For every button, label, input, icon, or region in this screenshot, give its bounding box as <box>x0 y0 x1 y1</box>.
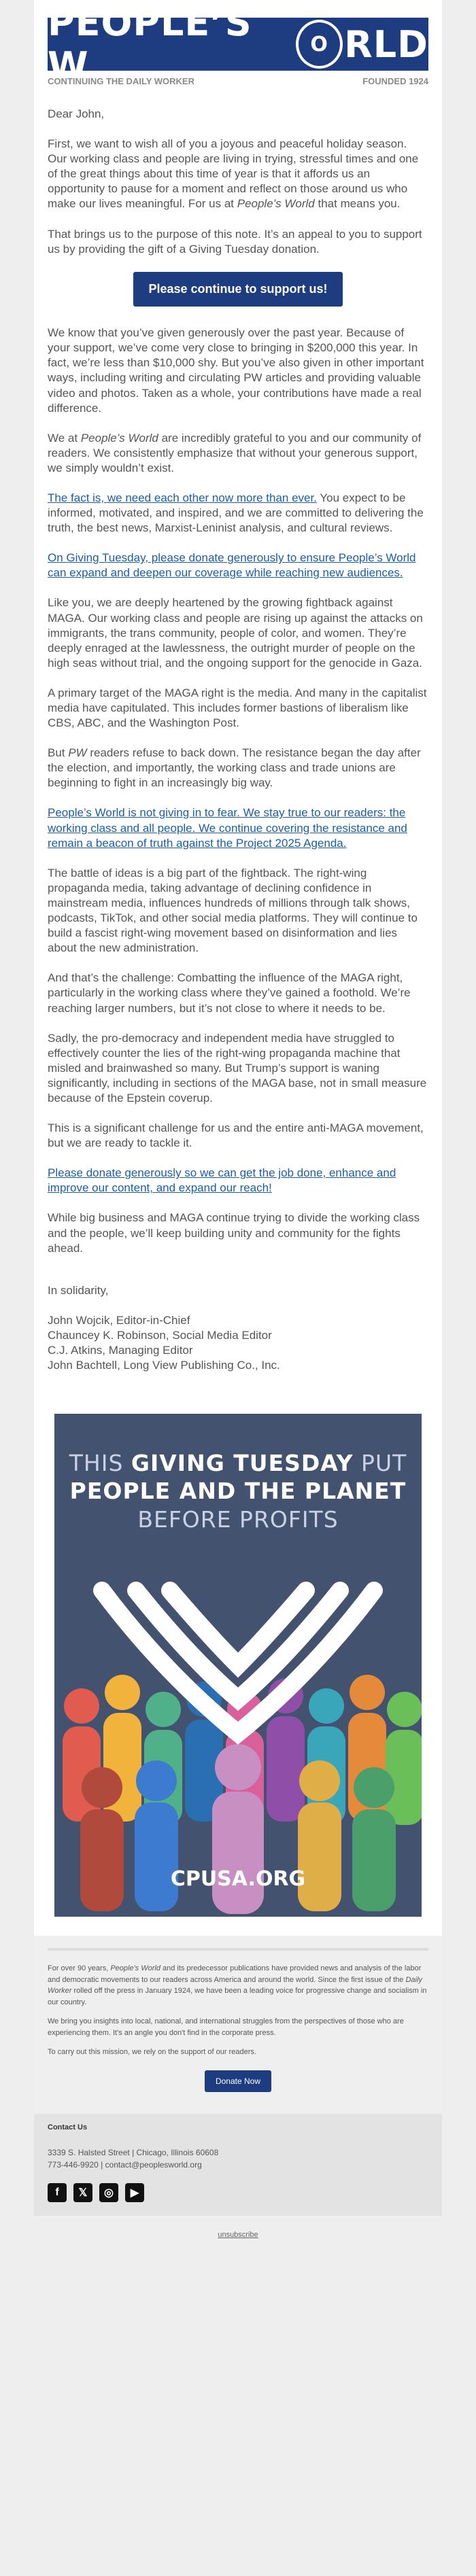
footer-about-text-3: rolled off the press in January 1924, we have been a leading voice for progressive change and socialism in our country. <box>48 1987 427 2006</box>
paragraph-8: A primary target of the MAGA right is the media. And many in the capitalist media have capitulated. This includes former bastions of liberalism like CBS, ABC, and the Washington Post. <box>48 686 427 730</box>
tagline-right: FOUNDED 1924 <box>362 76 428 86</box>
signature-2: Chauncey K. Robinson, Social Media Editor <box>48 1328 272 1342</box>
p4-text: We at <box>48 431 81 445</box>
globe-icon <box>296 20 343 69</box>
masthead-text-left: PEOPLE’S W <box>48 1 252 87</box>
paragraph-16: While big business and MAGA continue trying to divide the working class and the people, we’ll keep building unity and community for the fights ahead. <box>48 1211 420 1255</box>
paragraph-13: Sadly, the pro-democracy and independent media have struggled to effectively counter the lies of the right-wing propaganda machine that misled and brainwashed so many. But Trump’s support is waning significantly, including in sections of the MAGA base, not in small measure because of the Epstein coverup. <box>48 1031 427 1104</box>
footer-about-text-2: and its predecessor publications have provided news and analysis of the labor and democratic movements to our readers across America and around the world. Since the first issue of the <box>48 1964 422 1984</box>
greeting: Dear John, <box>48 107 105 120</box>
closing: In solidarity, <box>48 1283 109 1297</box>
paragraph-1 <box>48 137 428 211</box>
contact-address: 3339 S. Halsted Street | Chicago, Illinois 60608 <box>48 2147 219 2157</box>
tagline-left: CONTINUING THE DAILY WORKER <box>48 76 194 86</box>
unsubscribe-link[interactable]: unsubscribe <box>218 2230 258 2239</box>
youtube-icon[interactable]: ▶ <box>125 2183 144 2202</box>
footer-mission: To carry out this mission, we rely on the support of our readers. <box>48 2048 256 2057</box>
donate-link-4[interactable]: Please donate generously so we can get the job done, enhance and improve our content, and expand our reach! <box>48 1166 396 1195</box>
paragraph-15 <box>48 1166 428 1196</box>
x-icon[interactable]: 𝕏 <box>73 2183 92 2202</box>
promo-line-1c: PUT <box>353 1450 407 1477</box>
contact-section <box>34 2114 442 2216</box>
instagram-icon[interactable]: ◎ <box>99 2183 118 2202</box>
email-page <box>34 0 442 2216</box>
paragraph-10 <box>48 805 428 850</box>
unsubscribe-area <box>0 2216 476 2252</box>
donate-wrap <box>48 2070 428 2092</box>
promo-headline <box>54 1414 422 1533</box>
letter-body <box>34 96 442 1373</box>
header <box>34 0 442 96</box>
signature-block <box>48 1283 428 1373</box>
signature-4: John Bachtell, Long View Publishing Co., Inc. <box>48 1359 280 1372</box>
crowd-illustration <box>54 1563 422 1917</box>
footer-about-em-2: Daily Worker <box>48 1975 422 1996</box>
p4-em: People’s World <box>80 431 158 445</box>
contact-title: Contact Us <box>48 2123 88 2131</box>
cta-wrap <box>48 272 428 307</box>
p4-text-end: are incredibly grateful to you and our community of readers. We consistently emphasize that without your generous support, we simply wouldn’t exist. <box>48 431 422 474</box>
paragraph-2: That brings us to the purpose of this note. It’s an appeal to you to support us by providing the gift of a Giving Tuesday donation. <box>48 227 422 256</box>
p9-text: But <box>48 746 69 760</box>
promo-line-2: PEOPLE AND THE PLANET <box>69 1478 407 1505</box>
paragraph-5 <box>48 491 428 536</box>
footer-insights: We bring you insights into local, national, and international struggles from the perspectives of those who are experiencing them. It's an angle you don't find in the corporate press. <box>48 2017 404 2037</box>
paragraph-7: Like you, we are deeply heartened by the growing fightback against MAGA. Our working class and people are rising up against the attacks on immigrants, the trans community, people of color, and women. They’re deeply enraged at the lawlessness, the outright murder of people on the high seas without trial, and the ongoing support for the genocide in Gaza. <box>48 596 423 669</box>
paragraph-6 <box>48 551 428 580</box>
signature-3: C.J. Atkins, Managing Editor <box>48 1344 193 1357</box>
promo-line-1a: THIS <box>69 1450 131 1477</box>
masthead-text-right: RLD <box>344 22 428 66</box>
promo-line-1b: GIVING TUESDAY <box>131 1450 354 1477</box>
support-button[interactable]: Please continue to support us! <box>133 272 342 307</box>
donate-now-button[interactable]: Donate Now <box>205 2070 271 2092</box>
donate-link-1[interactable]: The fact is, we need each other now more than ever. <box>48 491 317 504</box>
footer-about-text: For over 90 years, <box>48 1964 111 1973</box>
promo-line-1 <box>54 1449 422 1477</box>
donate-link-2[interactable]: On Giving Tuesday, please donate generously to ensure People’s World can expand and deepen our coverage while reaching new audiences. <box>48 551 416 580</box>
paragraph-3: We know that you’ve given generously over the past year. Because of your support, we’ve come very close to bringing in $200,000 this year. In fact, we’re less than $10,000 shy. But you’ve also given in other important ways, including writing and circulating PW articles and providing valuable video and photos. Taken as a whole, your contributions have made a real difference. <box>48 326 424 415</box>
footer <box>34 1936 442 2114</box>
footer-about-em: People's World <box>110 1964 160 1973</box>
social-links <box>48 2183 428 2202</box>
footer-divider <box>48 1948 428 1951</box>
promo-image <box>54 1414 422 1917</box>
promo-line-3: BEFORE PROFITS <box>137 1505 339 1533</box>
p5-text: You expect to be informed, motivated, and inspired, and we are committed to delivering the truth, the best news, Marxist-Leninist analysis, and cultural reviews. <box>48 491 424 535</box>
p9-em: PW <box>68 746 87 760</box>
promo-banner[interactable] <box>34 1414 442 1917</box>
contact-phone-email[interactable]: 773-446-9920 | contact@peoplesworld.org <box>48 2159 202 2170</box>
paragraph-9 <box>48 746 428 790</box>
cpusa-logo: CPUSA.ORG <box>170 1867 306 1892</box>
globe-letter: O <box>310 32 328 56</box>
paragraph-14: This is a significant challenge for us and the entire anti-MAGA movement, but we are ready to tackle it. <box>48 1121 424 1150</box>
paragraph-11: The battle of ideas is a big part of the fightback. The right-wing propaganda media, taking advantage of declining confidence in mainstream media, influences hundreds of millions through talk shows, podcasts, TikTok, and other social media platforms. They will continue to build a fascist right-wing movement based on disinformation and lies about the new administration. <box>48 866 418 955</box>
p1-text: First, we want to wish all of you a joyous and peaceful holiday season. Our working class and people are living in trying, stressful times and one of the great things about this time of year is that it affords us an opportunity to pause for a moment and reflect on those around us who make our lives meaningful. For us at <box>48 137 419 211</box>
signature-1: John Wojcik, Editor-in-Chief <box>48 1313 190 1327</box>
paragraph-4 <box>48 431 428 476</box>
footer-about <box>48 1963 428 2008</box>
p1-em: People’s World <box>237 197 315 211</box>
paragraph-12: And that’s the challenge: Combatting the influence of the MAGA right, particularly in the working class where they’ve gained a foothold. We’re reaching larger numbers, but it’s not close to where it needs to be. <box>48 971 411 1015</box>
p1-text-end: that means you. <box>314 197 401 211</box>
p9-text-end: readers refuse to back down. The resistance began the day after the election, and importantly, the working class and trade unions are beginning to fight in an increasingly big way. <box>48 746 421 790</box>
facebook-icon[interactable]: f <box>48 2183 67 2202</box>
donate-link-3[interactable]: People’s World is not giving in to fear. We stay true to our readers: the working class and all people. We continue covering the resistance and remain a beacon of truth against the Project 2025 Agenda. <box>48 806 407 850</box>
